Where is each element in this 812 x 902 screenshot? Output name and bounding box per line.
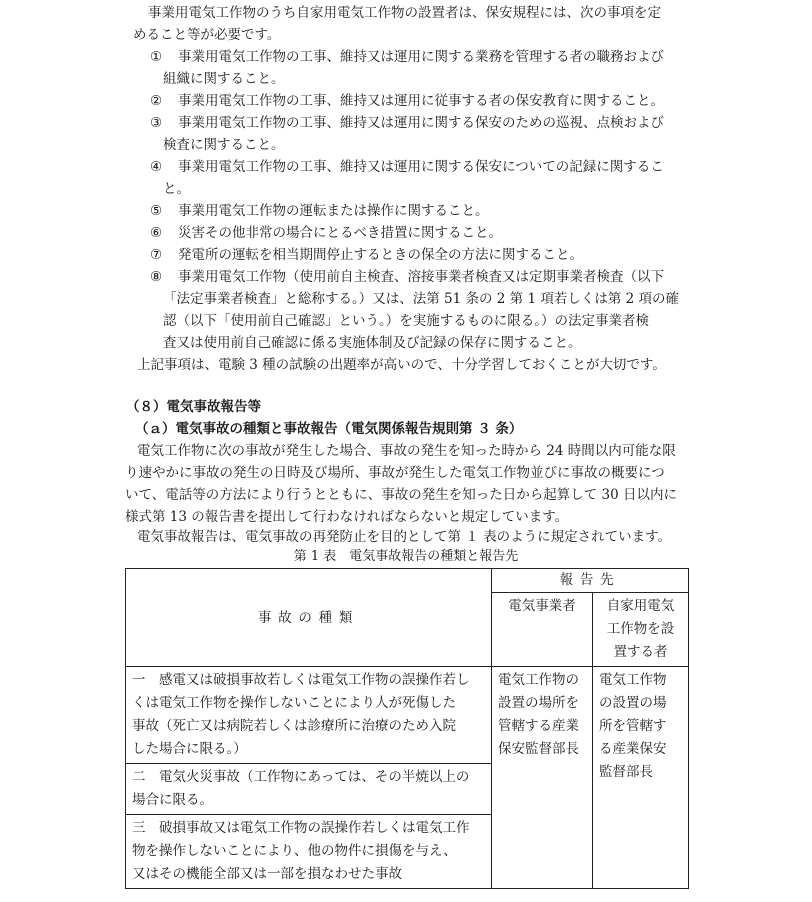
utility-destination	[492, 667, 593, 889]
item-number-8: ⑧	[150, 269, 163, 285]
item-1-line-2: 組織に関すること。	[163, 71, 285, 87]
private-dest-line-4: る産業保安	[599, 741, 667, 757]
private-destination	[593, 667, 689, 889]
item-number-1: ①	[150, 49, 163, 65]
intro-line-1: 事業用電気工作物のうち自家用電気工作物の設置者は、保安規程には、次の事項を定	[148, 5, 661, 21]
item-number-6: ⑥	[150, 225, 163, 241]
row2-line-1: 二 電気火災事故（工作物にあっては、その半焼以上の	[132, 769, 470, 785]
item-5-line-1: 事業用電気工作物の運転または操作に関すること。	[178, 203, 489, 219]
table-caption: 第 1 表 電気事故報告の種類と報告先	[293, 549, 519, 564]
para1-line-1: 電気工作物に次の事故が発生した場合、事故の発生を知った時から 24 時間以内可能な限	[137, 443, 676, 459]
table-row-1	[126, 667, 492, 764]
private-dest-line-1: 電気工作物	[599, 672, 667, 688]
row1-line-2: くは電気工作物を操作しないことにより人が死傷した	[132, 695, 456, 711]
item-number-5: ⑤	[150, 203, 163, 219]
header-report-destination: 報告先	[492, 569, 689, 593]
item-number-7: ⑦	[150, 247, 163, 263]
para2-text: 電気事故報告は、電気事故の再発防止を目的として第 １ 表のように規定されています。	[137, 529, 672, 545]
item-2-line-1: 事業用電気工作物の工事、維持又は運用に従事する者の保安教育に関すること。	[178, 93, 664, 109]
private-dest-line-3: 所を管轄す	[599, 718, 667, 734]
summary-text: 上記事項は、電験 3 種の試験の出題率が高いので、十分学習しておくことが大切です。	[137, 357, 666, 373]
utility-dest-line-4: 保安監督部長	[498, 741, 579, 757]
utility-dest-line-2: 設置の場所を	[498, 695, 579, 711]
accident-report-table	[125, 568, 689, 889]
item-8-line-1: 事業用電気工作物（使用前自主検査、溶接事業者検査又は定期事業者検査（以下	[178, 269, 664, 285]
row1-line-3: 事故（死亡又は病院若しくは診療所に治療のため入院	[132, 718, 456, 734]
row3-line-3: 又はその機能全部又は一部を損なわせた事故	[132, 866, 402, 882]
row1-line-4: した場合に限る。）	[132, 741, 247, 757]
item-number-2: ②	[150, 93, 163, 109]
para1-line-4: 様式第 13 の報告書を提出して行わなければならないと規定しています。	[125, 509, 569, 525]
item-number-3: ③	[150, 115, 163, 131]
private-dest-line-2: の設置の場	[599, 695, 667, 711]
header-private-line-3: 置する者	[613, 644, 668, 660]
item-4-line-2: と。	[163, 181, 190, 197]
item-3-line-2: 検査に関すること。	[163, 137, 285, 153]
header-accident-type-label: 事故の種類	[257, 609, 360, 626]
item-1-line-1: 事業用電気工作物の工事、維持又は運用に関する業務を管理する者の職務および	[178, 49, 664, 65]
item-8-line-4: 査又は使用前自己確認に係る実施体制及び記録の保存に関すること。	[163, 335, 582, 351]
row1-line-1: 一 感電又は破損事故若しくは電気工作物の誤操作若し	[132, 672, 470, 688]
section-heading: （８）電気事故報告等	[126, 399, 261, 415]
para1-line-2: り速やかに事故の発生の日時及び場所、事故が発生した電気工作物並びに事故の概要につ	[125, 465, 665, 481]
utility-dest-line-3: 管轄する産業	[498, 718, 579, 734]
item-number-4: ④	[150, 159, 163, 175]
row3-line-2: 物を操作しないことにより、他の物件に損傷を与え、	[132, 843, 457, 859]
table-row-3	[126, 815, 492, 889]
intro-line-2: めること等が必要です。	[133, 27, 281, 43]
table-row-2	[126, 764, 492, 815]
item-8-line-3: 認（以下「使用前自己確認」という。）を実施するものに限る。）の法定事業者検	[163, 313, 649, 329]
section-subheading: （ａ）電気事故の種類と事故報告（電気関係報告規則第 ３ 条）	[135, 421, 523, 437]
header-accident-type	[126, 569, 492, 667]
utility-dest-line-1: 電気工作物の	[498, 672, 579, 688]
private-dest-line-5: 監督部長	[599, 764, 653, 780]
header-private-installer	[593, 593, 689, 667]
row3-line-1: 三 破損事故又は電気工作物の誤操作若しくは電気工作	[132, 820, 470, 836]
item-3-line-1: 事業用電気工作物の工事、維持又は運用に関する保安のための巡視、点検および	[178, 115, 664, 131]
item-7-line-1: 発電所の運転を相当期間停止するときの保全の方法に関すること。	[178, 247, 583, 263]
row2-line-2: 場合に限る。	[132, 792, 213, 808]
item-6-line-1: 災害その他非常の場合にとるべき措置に関すること。	[178, 225, 502, 241]
para1-line-3: いて、電話等の方法により行うとともに、事故の発生を知った日から起算して 30 日以内に	[125, 487, 677, 503]
header-electric-utility: 電気事業者	[492, 593, 593, 667]
item-4-line-1: 事業用電気工作物の工事、維持又は運用に関する保安についての記録に関するこ	[178, 159, 664, 175]
item-8-line-2: 「法定事業者検査」と総称する。）又は、法第 51 条の 2 第 1 項若しくは第 2 項の確	[163, 291, 680, 307]
header-private-line-1: 自家用電気	[606, 598, 675, 614]
header-private-line-2: 工作物を設	[606, 621, 675, 637]
